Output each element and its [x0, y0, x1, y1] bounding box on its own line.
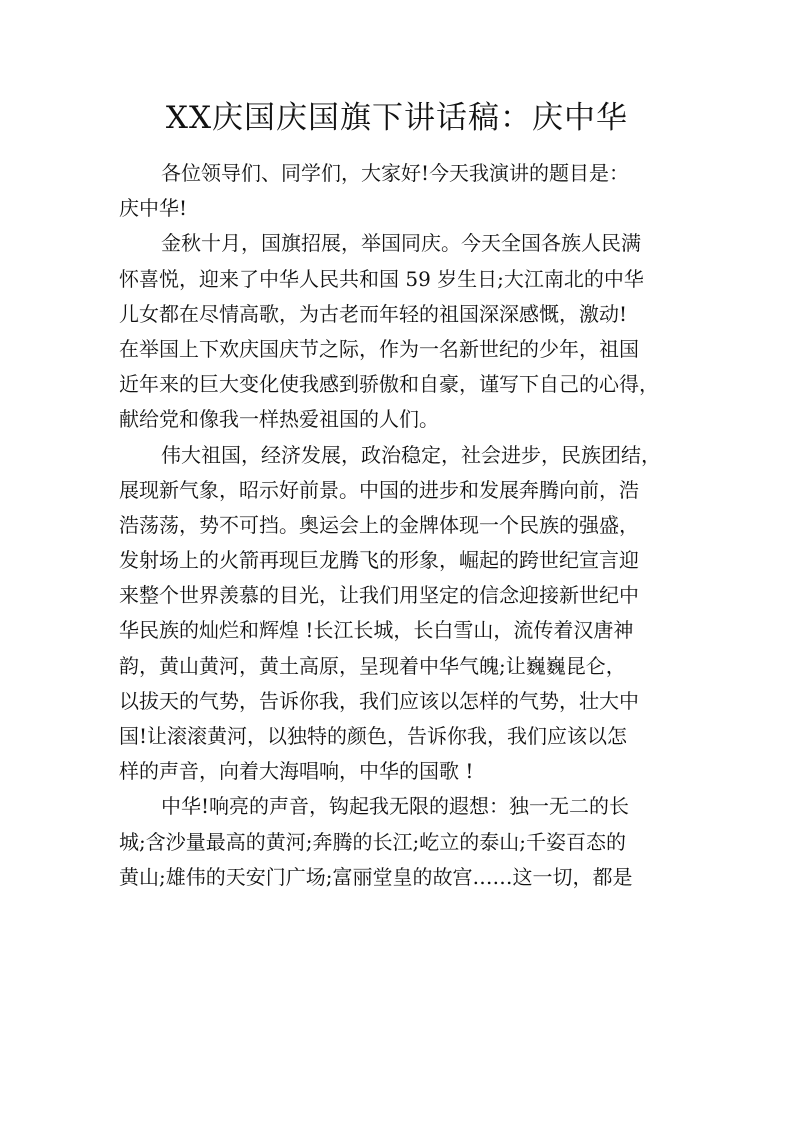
document-body — [119, 156, 689, 895]
text-line: 浩荡荡，势不可挡。奥运会上的金牌体现一个民族的强盛， — [119, 512, 639, 537]
text-line: 近年来的巨大变化使我感到骄傲和自豪，谨写下自己的心得， — [119, 372, 659, 397]
text-line: 城;含沙量最高的黄河;奔腾的长江;屹立的泰山;千姿百态的 — [119, 829, 626, 854]
text-line: 怀喜悦，迎来了中华人民共和国 59 岁生日;大江南北的中华 — [119, 266, 644, 291]
paragraph-china-voice — [119, 789, 689, 895]
text-line: 儿女都在尽情高歌，为古老而年轻的祖国深深感慨，激动! — [119, 301, 628, 326]
text-line: 伟大祖国，经济发展，政治稳定，社会进步，民族团结， — [161, 442, 661, 467]
paragraph-great-motherland — [119, 438, 689, 790]
text-line: 来整个世界羡慕的目光，让我们用坚定的信念迎接新世纪中 — [119, 583, 639, 608]
text-line: 发射场上的火箭再现巨龙腾飞的形象，崛起的跨世纪宣言迎 — [119, 548, 639, 573]
text-line: 展现新气象，昭示好前景。中国的进步和发展奔腾向前，浩 — [119, 477, 639, 502]
text-line: 献给党和像我一样热爱祖国的人们。 — [119, 407, 439, 432]
text-line: 韵，黄山黄河，黄土高原，呈现着中华气魄;让巍巍昆仑， — [119, 653, 626, 678]
document-title: XX庆国庆国旗下讲话稿：庆中华 — [165, 100, 629, 136]
text-line: 金秋十月，国旗招展，举国同庆。今天全国各族人民满 — [161, 231, 641, 256]
text-line: 在举国上下欢庆国庆节之际，作为一名新世纪的少年，祖国 — [119, 336, 639, 361]
text-line: 华民族的灿烂和辉煌 !长江长城，长白雪山，流传着汉唐神 — [119, 618, 634, 643]
text-line: 国!让滚滚黄河，以独特的颜色，告诉你我，我们应该以怎 — [119, 724, 628, 748]
text-line: 以拔天的气势，告诉你我，我们应该以怎样的气势，壮大中 — [119, 688, 639, 713]
text-line: 黄山;雄伟的天安门广场;富丽堂皇的故宫……这一切，都是 — [119, 864, 633, 889]
text-line: 各位领导们、同学们，大家好!今天我演讲的题目是： — [161, 161, 630, 185]
paragraph-greeting — [119, 156, 689, 226]
text-line: 中华!响亮的声音，钩起我无限的遐想：独一无二的长 — [161, 794, 630, 819]
text-line: 庆中华! — [119, 196, 188, 221]
paragraph-autumn — [119, 226, 689, 437]
text-line: 样的声音，向着大海唱响，中华的国歌 ! — [119, 759, 474, 784]
